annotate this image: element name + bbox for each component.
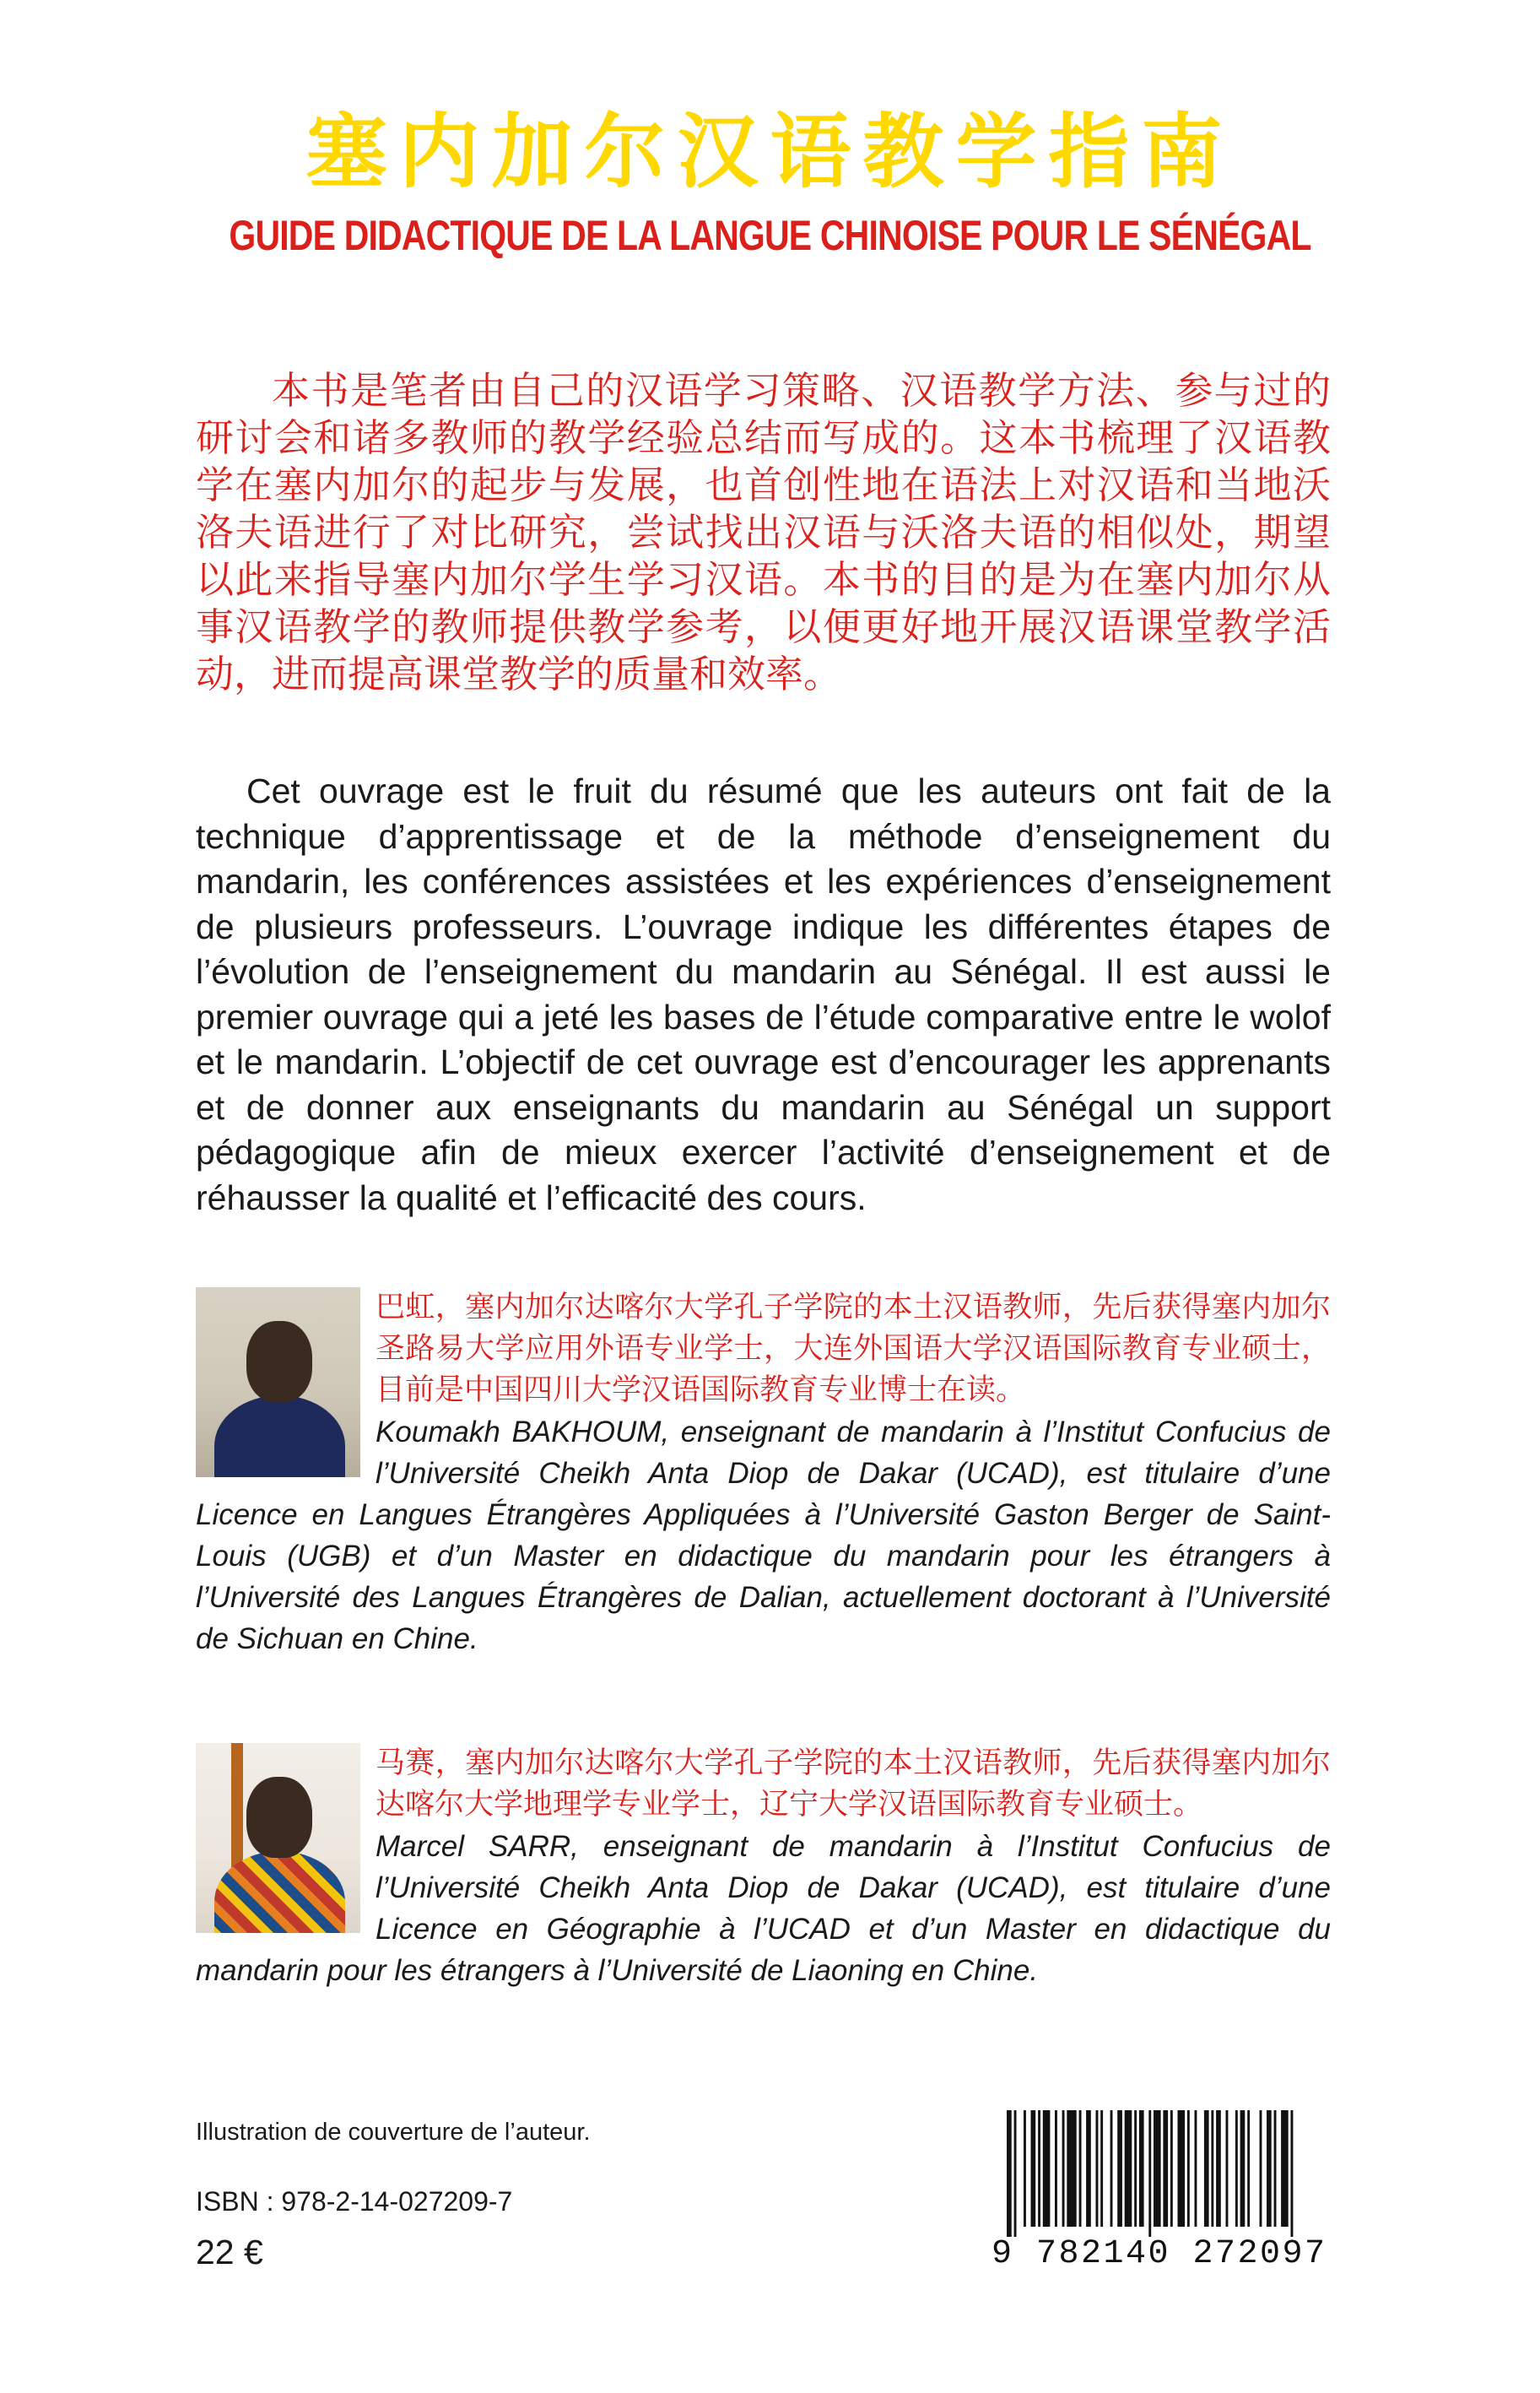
barcode-bar <box>1170 2110 1173 2227</box>
barcode-bar <box>1079 2110 1082 2227</box>
barcode-bar <box>1043 2110 1051 2227</box>
barcode-bar <box>1154 2110 1161 2227</box>
author-bio-french: Koumakh BAKHOUM, enseignant de mandarin à l’Institut Confucius de l’Université Cheikh Anta Diop de Dakar (UCAD), est titulaire d’une Licence en Langues Étrangères Appliquées à l’Université Gaston Berger de Saint-Louis (UGB) et d’un Master en didactique du mandarin pour les étrangers à l’Université des Langues Étrangères de Dalian, actuellement doctorant à l’Université de Sichuan en Chine. <box>196 1416 1331 1655</box>
barcode-bar <box>1110 2110 1113 2227</box>
barcode-bar <box>1204 2110 1209 2227</box>
barcode-bar <box>1267 2110 1272 2227</box>
barcode-bar <box>1260 2110 1262 2227</box>
cover-illustration-credit: Illustration de couverture de l’auteur. <box>196 2119 591 2146</box>
title-french: GUIDE DIDACTIQUE DE LA LANGUE CHINOISE POUR LE SÉNÉGAL <box>229 212 1311 259</box>
barcode-bar <box>1240 2110 1246 2227</box>
barcode-bar <box>1055 2110 1057 2227</box>
barcode-bar <box>1117 2110 1122 2227</box>
barcode-bar <box>1134 2110 1137 2227</box>
barcode-bar <box>1007 2110 1012 2237</box>
barcode-number: 9 782140 272097 <box>992 2235 1327 2273</box>
barcode <box>992 2110 1329 2287</box>
barcode-bar <box>1216 2110 1221 2227</box>
barcode-bar <box>1096 2110 1099 2227</box>
summary-french: Cet ouvrage est le fruit du résumé que les auteurs ont fait de la technique d’apprentissage et de la méthode d’enseignement du mandarin, les conférences assistées et les expériences d’enseignement de plusieurs professeurs. L’ouvrage indique les différentes étapes de l’évolution de l’enseignement du mandarin au Sénégal. Il est aussi le premier ouvrage qui a jeté les bases de l’étude comparative entre le wolof et le mandarin. L’objectif de cet ouvrage est d’encourager les apprenants et de donner aux enseignants du mandarin au Sénégal un support pédagogique afin de mieux exercer l’activité d’enseignement et de réhausser la qualité et l’efficacité des cours. <box>196 771 1331 1217</box>
barcode-bar <box>1067 2110 1076 2227</box>
barcode-bar <box>1086 2110 1091 2227</box>
author-photo-bakhoum <box>196 1287 360 1477</box>
barcode-bar <box>1291 2110 1294 2237</box>
barcode-bar <box>1235 2110 1238 2227</box>
barcode-bar <box>1163 2110 1168 2227</box>
barcode-bar <box>1274 2110 1277 2227</box>
isbn: ISBN : 978-2-14-027209-7 <box>196 2186 513 2217</box>
barcode-bar <box>1038 2110 1040 2227</box>
barcode-bar <box>1148 2110 1151 2237</box>
barcode-bars <box>992 2110 1329 2237</box>
barcode-bar <box>1187 2110 1190 2227</box>
barcode-bar <box>1195 2110 1197 2227</box>
barcode-bar <box>1125 2110 1132 2227</box>
author-bio-chinese: 巴虹，塞内加尔达喀尔大学孔子学院的本土汉语教师，先后获得塞内加尔圣路易大学应用外语专业学士，大连外国语大学汉语国际教育专业硕士，目前是中国四川大学汉语国际教育专业博士在读。 <box>376 1291 1331 1407</box>
author-block-sarr <box>196 1743 1331 1991</box>
barcode-bar <box>1281 2110 1289 2227</box>
barcode-bar <box>1226 2110 1229 2227</box>
barcode-bar <box>1247 2110 1250 2227</box>
price: 22 € <box>196 2233 263 2271</box>
author-bio-chinese: 马赛，塞内加尔达喀尔大学孔子学院的本土汉语教师，先后获得塞内加尔达喀尔大学地理学专业学士，辽宁大学汉语国际教育专业硕士。 <box>376 1746 1331 1822</box>
barcode-bar <box>1211 2110 1213 2227</box>
summary-chinese: 本书是笔者由自己的汉语学习策略、汉语教学方法、参与过的研讨会和诸多教师的教学经验总结而写成的。这本书梳理了汉语教学在塞内加尔的起步与发展，也首创性地在语法上对汉语和当地沃洛夫语进行了对比研究，尝试找出汉语与沃洛夫语的相似处，期望以此来指导塞内加尔学生学习汉语。本书的目的是为在塞内加尔从事汉语教学的教师提供教学参考，以便更好地开展汉语课堂教学活动，进而提高课堂教学的质量和效率。 <box>196 368 1331 696</box>
barcode-bar <box>1100 2110 1103 2227</box>
author-bio-french: Marcel SARR, enseignant de mandarin à l’Institut Confucius de l’Université Cheikh Anta Diop de Dakar (UCAD), est titulaire d’une Licence en Géographie à l’UCAD et d’un Master en didactique du mandarin pour les étrangers à l’Université de Liaoning en Chine. <box>196 1830 1331 1987</box>
author-photo-sarr <box>196 1743 360 1933</box>
barcode-bar <box>1139 2110 1144 2227</box>
title-chinese: 塞内加尔汉语教学指南 <box>305 105 1235 199</box>
barcode-bar <box>1031 2110 1036 2227</box>
author-block-bakhoum <box>196 1287 1331 1659</box>
barcode-bar <box>1178 2110 1186 2227</box>
barcode-bar <box>1024 2110 1026 2227</box>
barcode-bar <box>1062 2110 1065 2227</box>
barcode-bar <box>1014 2110 1017 2237</box>
